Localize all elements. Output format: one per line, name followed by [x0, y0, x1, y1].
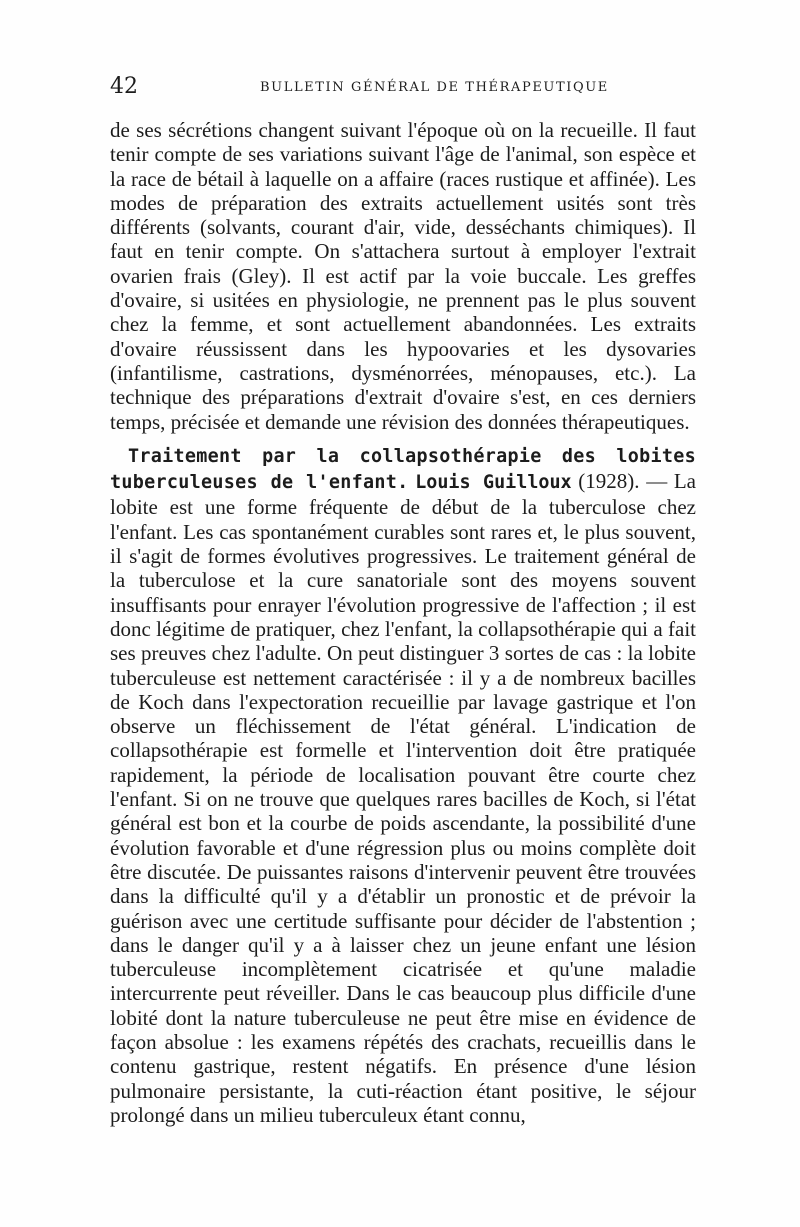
- article-text: — La lobite est une forme fréquente de début de la tuberculose chez l'enfant. Les cas spontanément curables sont rares et, le plus souvent, il s'agit de formes évolutives progressives. Le traitement général de la tuberculose et la cure sanatoriale sont des moyens souvent insuffisants pour enrayer l'évolution progressive de l'affection ; il est donc légitime de pratiquer, chez l'enfant, la collapsothérapie qui a fait ses preuves chez l'adulte. On peut distinguer 3 sortes de cas : la lobite tuberculeuse est nettement caractérisée : il y a de nombreux bacilles de Koch dans l'expectoration recueillie par lavage gastrique et l'on observe un fléchissement de l'état général. L'indication de collapsothérapie est formelle et l'intervention doit être pratiquée rapidement, la période de localisation pouvant être courte chez l'enfant. Si on ne trouve que quelques rares bacilles de Koch, si l'état général est bon et la courbe de poids ascendante, la possibilité d'une évolution favorable et d'une régression plus ou moins complète doit être discutée. De puissantes raisons d'intervenir peuvent être trouvées dans la difficulté qu'il y a d'établir un pronostic et de prévoir la guérison avec une certitude suffisante pour décider de l'abstention ; dans le danger qu'il y a à laisser chez un jeune enfant une lésion tuberculeuse incomplètement cicatrisée et qu'une maladie intercurrente peut réveiller. Dans le cas beaucoup plus difficile d'une lobité dont la nature tuberculeuse ne peut être mise en évidence de façon absolue : les examens répétés des crachats, recueillis dans le contenu gastrique, restent négatifs. En présence d'une lésion pulmonaire persistante, la cuti-réaction étant positive, le séjour prolongé dans un milieu tuberculeux étant connu,: [110, 469, 697, 1127]
- paragraph-collapsotherapy: [110, 443, 696, 1127]
- body-text: [110, 118, 696, 1127]
- article-year: (1928).: [571, 469, 640, 494]
- page-number: 42: [110, 74, 138, 99]
- article-author: Louis Guilloux: [415, 472, 572, 494]
- journal-title: BULLETIN GÉNÉRAL DE THÉRAPEUTIQUE: [260, 80, 609, 95]
- paragraph-ovary-extracts: de ses sécrétions changent suivant l'époque où on la recueille. Il faut tenir compte de ses variations suivant l'âge de l'animal, son espèce et la race de bétail à laquelle on a affaire (races rustique et affinée). Les modes de préparation des extraits actuellement usités sont très différents (solvants, courant d'air, vide, desséchants chimiques). Il faut en tenir compte. On s'attachera surtout à employer l'extrait ovarien frais (Gley). Il est actif par la voie buccale. Les greffes d'ovaire, si usitées en physiologie, ne prennent pas le plus souvent chez la femme, et sont actuellement abandonnées. Les extraits d'ovaire réussissent dans les hypoovaries et les dysovaries (infantilisme, castrations, dysménorrées, ménopauses, etc.). La technique des préparations d'extrait d'ovaire s'est, en ces derniers temps, précisée et demande une révision des données thérapeutiques.: [110, 118, 696, 434]
- running-head: [110, 72, 696, 102]
- article-title: Traitement par la collapsothérapie des lobites tuberculeuses de l'enfant.: [110, 445, 696, 494]
